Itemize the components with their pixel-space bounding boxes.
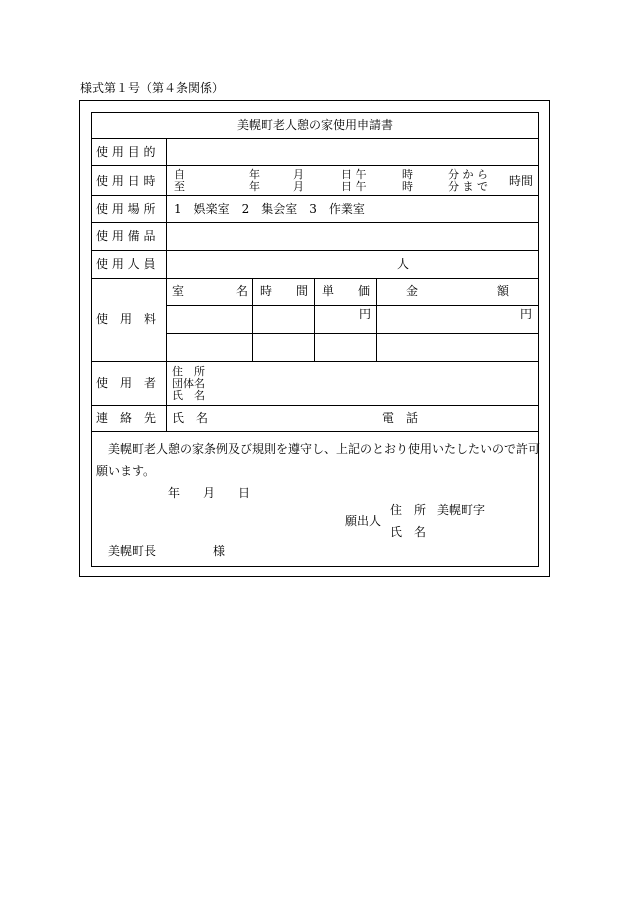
duration-label: 時間 [509, 174, 534, 188]
date-year: 年 [168, 486, 181, 500]
place-label: 使 用 場 所 [96, 202, 156, 216]
row-line [91, 195, 539, 196]
mayor-label: 美幌町長 [108, 544, 157, 558]
people-label: 使 用 人 員 [96, 257, 156, 271]
fee-header-amount-suffix: 額 [497, 284, 510, 298]
from-hour: 時 [402, 168, 413, 181]
contact-phone-label: 電 話 [382, 411, 419, 425]
from-label: 自 [174, 168, 185, 181]
to-month: 月 [293, 180, 304, 193]
applicant-address-label: 住 所 [390, 503, 427, 517]
to-year: 年 [249, 180, 260, 193]
row-line [166, 305, 539, 306]
fee-column-line [376, 278, 377, 361]
applicant-name-label: 氏 名 [390, 525, 427, 539]
fee-header-amount: 金 [406, 284, 419, 298]
people-unit: 人 [397, 257, 410, 271]
form-number: 様式第１号（第４条関係） [80, 81, 225, 95]
fee-header-time: 時 間 [260, 284, 309, 298]
user-address-label: 住 所 [172, 365, 205, 378]
amount-yen: 円 [520, 307, 533, 321]
fee-header-room: 室 [172, 284, 185, 298]
contact-label: 連 絡 先 [96, 411, 157, 425]
from-month: 月 [293, 168, 304, 181]
fee-column-line [314, 278, 315, 361]
honorific: 様 [213, 544, 226, 558]
fee-label: 使 用 料 [96, 312, 157, 326]
place-options: 1 娯楽室 2 集会室 3 作業室 [174, 202, 365, 216]
fee-header-unit-price: 単 価 [322, 284, 371, 298]
to-label: 至 [174, 180, 185, 193]
from-day-am: 日 午 [341, 168, 367, 181]
user-label: 使 用 者 [96, 376, 157, 390]
to-hour: 時 [402, 180, 413, 193]
datetime-label: 使 用 日 時 [96, 174, 156, 188]
minutes-from: 分 か ら [448, 168, 488, 181]
row-line [91, 222, 539, 223]
statement-line-2: 願います。 [96, 464, 156, 478]
row-line [91, 361, 539, 362]
contact-name-label: 氏 名 [172, 411, 209, 425]
row-line [91, 431, 539, 432]
label-column-line [166, 138, 167, 431]
fee-header-room-name: 名 [236, 284, 249, 298]
date-month: 月 [203, 486, 216, 500]
minutes-to: 分 ま で [448, 180, 488, 193]
date-day: 日 [238, 486, 251, 500]
applicant-address-value: 美幌町字 [437, 503, 486, 517]
user-org-label: 団体名 [172, 377, 205, 390]
row-line [91, 278, 539, 279]
fee-column-line [252, 278, 253, 361]
user-name-label: 氏 名 [172, 389, 205, 402]
form-title: 美幌町老人憩の家使用申請書 [236, 118, 393, 132]
row-line [91, 250, 539, 251]
row-line [91, 138, 539, 139]
purpose-label: 使 用 目 的 [96, 145, 156, 159]
from-year: 年 [249, 168, 260, 181]
applicant-label: 願出人 [345, 514, 382, 528]
equipment-label: 使 用 備 品 [96, 229, 156, 243]
unit-price-yen: 円 [359, 307, 372, 321]
row-line [91, 405, 539, 406]
row-line [166, 333, 539, 334]
statement-line-1: 美幌町老人憩の家条例及び規則を遵守し、上記のとおり使用いたしたいので許可 [108, 442, 541, 456]
to-day-am: 日 午 [341, 180, 367, 193]
row-line [91, 165, 539, 166]
